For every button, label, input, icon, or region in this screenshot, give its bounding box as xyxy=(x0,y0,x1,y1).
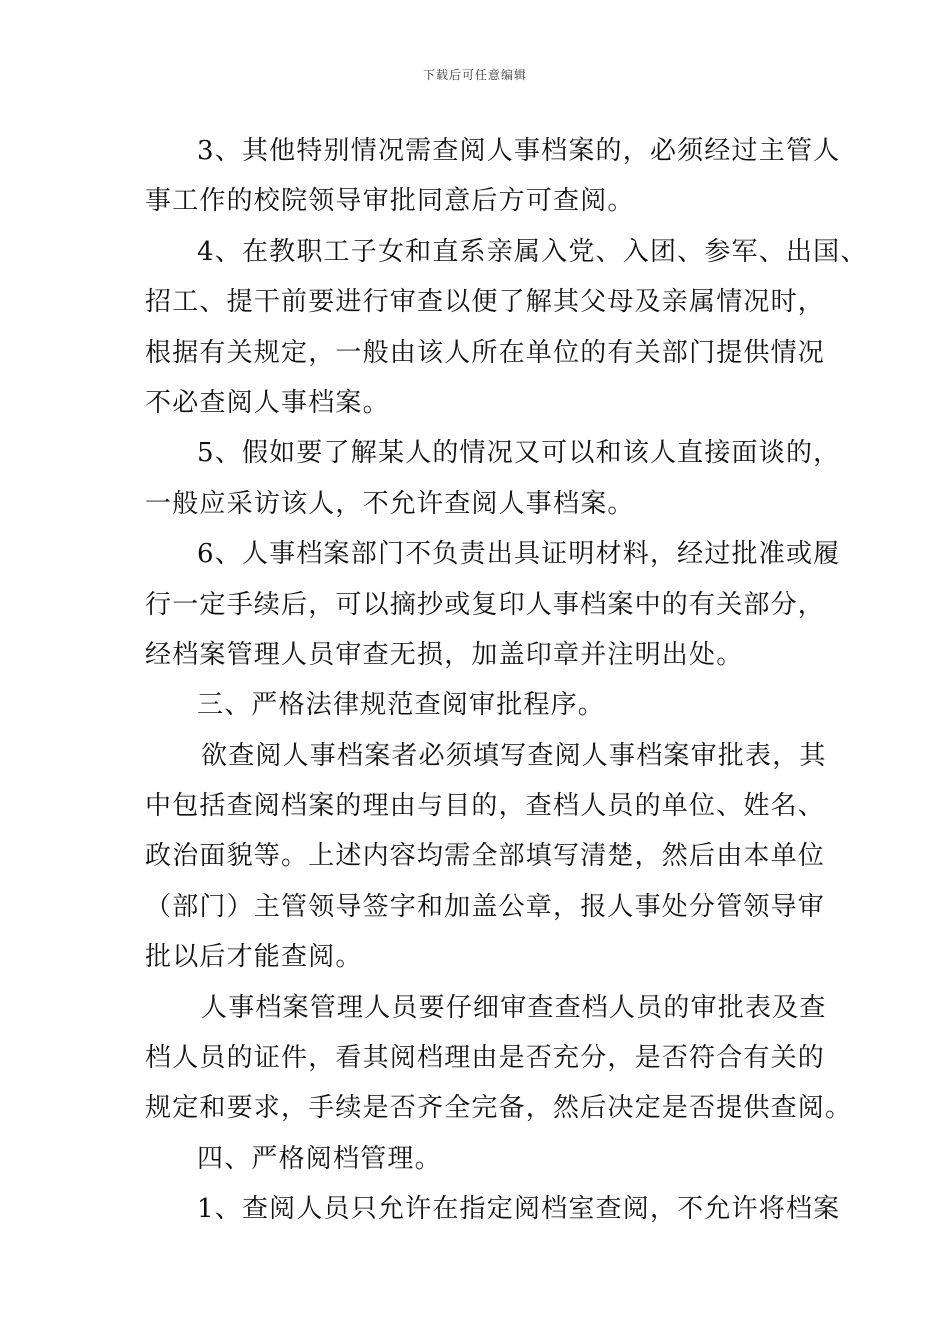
text-line: 中包括查阅档案的理由与目的，查档人员的单位、姓名、 xyxy=(145,791,826,822)
text-line: （部门）主管领导签字和加盖公章，报人事处分管领导审 xyxy=(145,891,826,922)
header-note: 下载后可任意编辑 xyxy=(422,68,527,82)
body-text xyxy=(145,126,868,1235)
text-line: 根据有关规定，一般由该人所在单位的有关部门提供情况 xyxy=(145,337,826,368)
text-line: 批以后才能查阅。 xyxy=(145,942,363,973)
text-line: 事工作的校院领导审批同意后方可查阅。 xyxy=(145,186,635,217)
text-line: 欲查阅人事档案者必须填写查阅人事档案审批表，其 xyxy=(201,740,827,771)
text-line: 档人员的证件，看其阅档理由是否充分，是否符合有关的 xyxy=(145,1043,826,1074)
text-line: 四、严格阅档管理。 xyxy=(197,1143,442,1174)
text-line: 6、人事档案部门不负责出具证明材料，经过批准或履 xyxy=(197,539,841,570)
text-line: 行一定手续后，可以摘抄或复印人事档案中的有关部分， xyxy=(145,589,826,620)
text-line: 3、其他特别情况需查阅人事档案的，必须经过主管人 xyxy=(197,136,841,166)
text-line: 经档案管理人员审查无损，加盖印章并注明出处。 xyxy=(145,639,744,670)
text-line: 1、查阅人员只允许在指定阅档室查阅，不允许将档案 xyxy=(197,1194,841,1225)
text-line: 政治面貌等。上述内容均需全部填写清楚，然后由本单位 xyxy=(145,841,826,872)
text-line: 5、假如要了解某人的情况又可以和该人直接面谈的， xyxy=(197,438,841,469)
text-line: 4、在教职工子女和直系亲属入党、入团、参军、出国、 xyxy=(197,236,868,267)
text-line: 一般应采访该人，不允许查阅人事档案。 xyxy=(145,488,635,519)
text-line: 人事档案管理人员要仔细审查查档人员的审批表及查 xyxy=(201,992,827,1023)
text-line: 三、严格法律规范查阅审批程序。 xyxy=(197,690,606,721)
text-line: 规定和要求，手续是否齐全完备，然后决定是否提供查阅。 xyxy=(145,1093,853,1124)
text-line: 不必查阅人事档案。 xyxy=(145,387,390,418)
text-line: 招工、提干前要进行审查以便了解其父母及亲属情况时， xyxy=(145,287,826,318)
